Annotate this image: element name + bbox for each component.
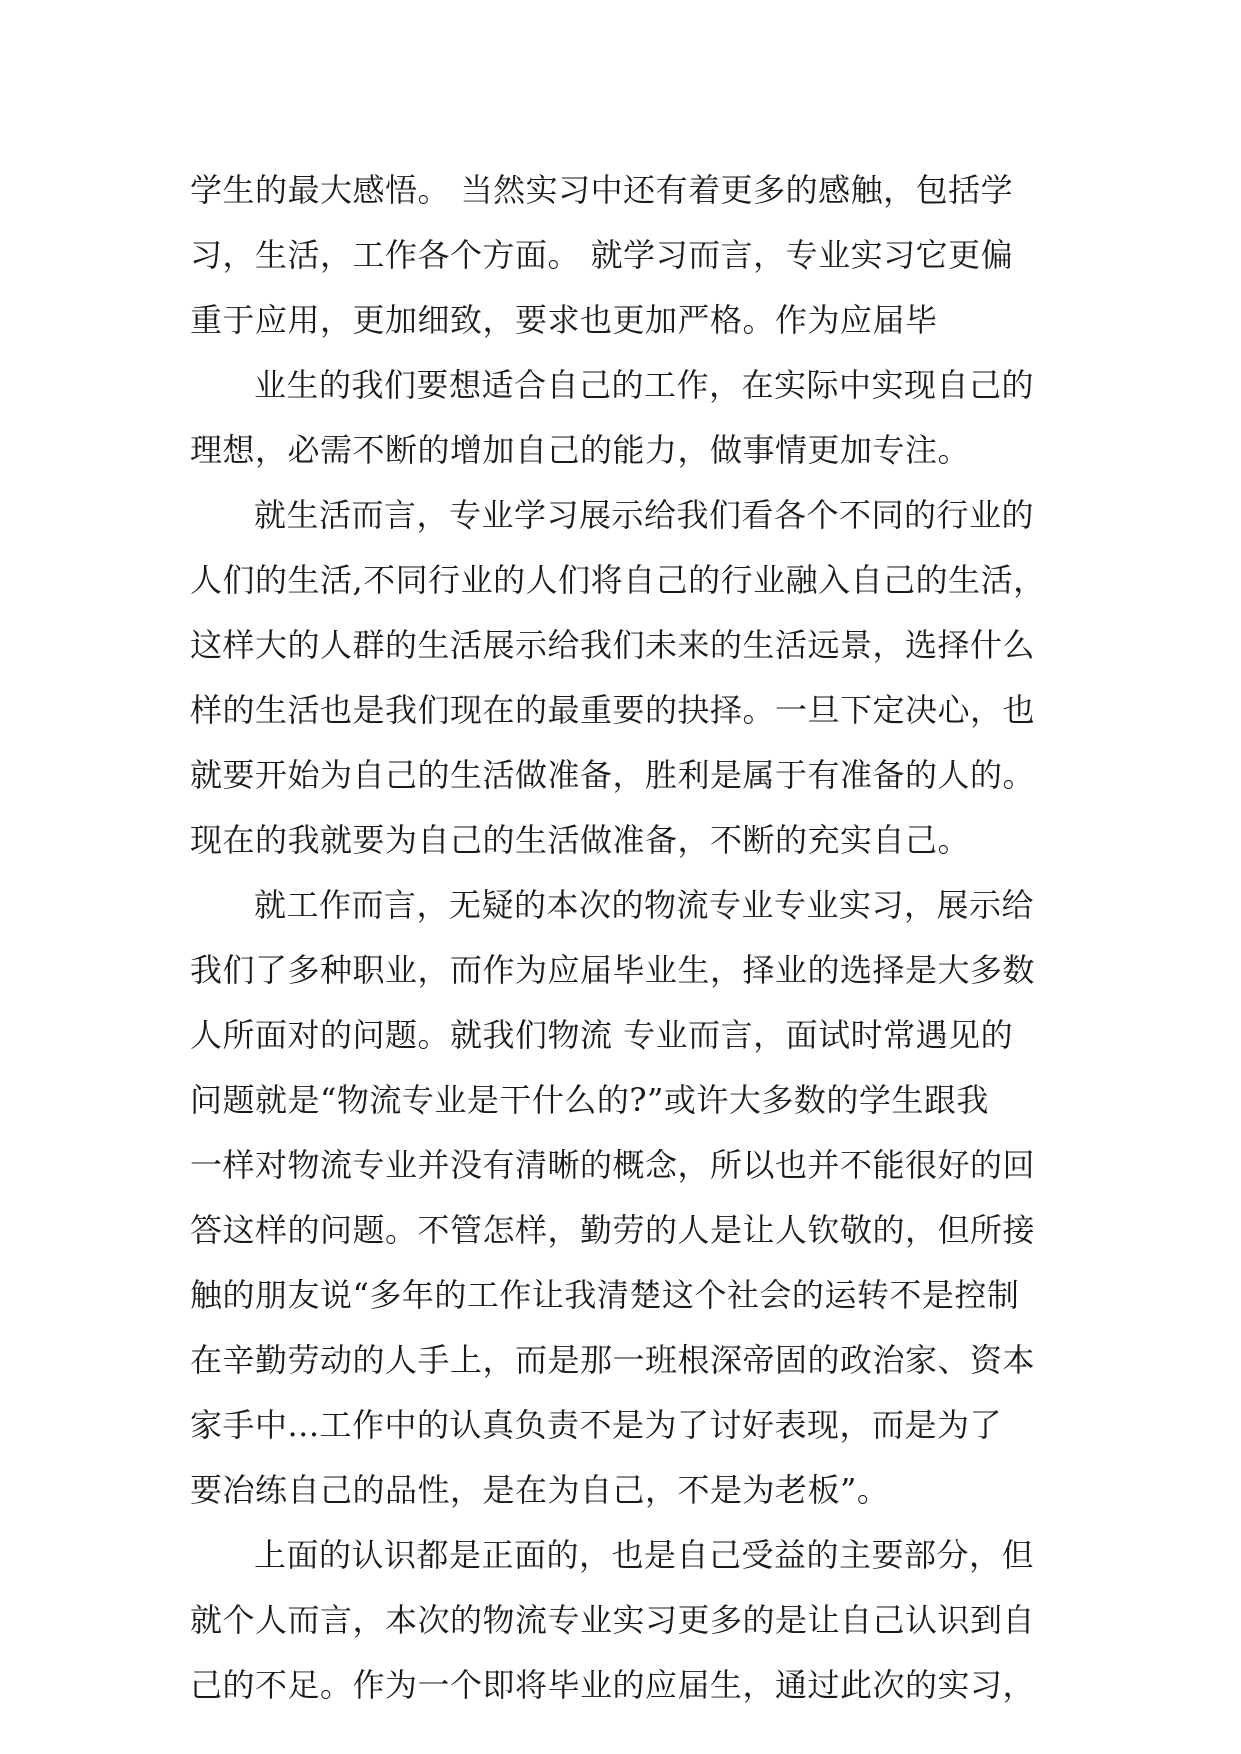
text-line: 就要开始为自己的生活做准备，胜利是属于有准备的人的。 [190,756,1036,794]
text-line: 我们了多种职业，而作为应届毕业生，择业的选择是大多数 [190,951,1036,989]
text-line: 己的不足。作为一个即将毕业的应届生，通过此次的实习， [190,1666,1036,1704]
text-line: 就个人而言，本次的物流专业实习更多的是让自己认识到自 [190,1601,1036,1639]
text-line: 人们的生活,不同行业的人们将自己的行业融入自己的生活， [190,561,1046,599]
text-line: 这样大的人群的生活展示给我们未来的生活远景，选择什么 [190,626,1036,664]
text-line: 要冶练自己的品性，是在为自己，不是为老板”。 [190,1471,890,1509]
text-line: 习，生活，工作各个方面。 就学习而言，专业实习它更偏 [190,236,1014,274]
text-line: 人所面对的问题。就我们物流 专业而言，面试时常遇见的 [190,1016,1014,1054]
text-line: 现在的我就要为自己的生活做准备，不断的充实自己。 [190,821,971,859]
text-line: 学生的最大感悟。 当然实习中还有着更多的感触，包括学 [190,171,1014,209]
text-line: 重于应用，更加细致，要求也更加严格。作为应届毕 [190,301,938,339]
text-line: 就生活而言，专业学习展示给我们看各个不同的行业的 [254,496,1035,534]
text-line: 一样对物流专业并没有清晰的概念，所以也并不能很好的回 [190,1146,1036,1184]
text-line: 问题就是“物流专业是干什么的?”或许大多数的学生跟我 [190,1081,989,1119]
text-line: 家手中...工作中的认真负责不是为了讨好表现，而是为了 [190,1406,1003,1444]
text-line: 就工作而言，无疑的本次的物流专业专业实习，展示给 [254,886,1035,924]
text-line: 触的朋友说“多年的工作让我清楚这个社会的运转不是控制 [190,1276,1020,1314]
text-line: 样的生活也是我们现在的最重要的抉择。一旦下定决心，也 [190,691,1036,729]
text-line: 答这样的问题。不管怎样，勤劳的人是让人钦敬的，但所接 [190,1211,1036,1249]
text-line: 业生的我们要想适合自己的工作，在实际中实现自己的 [254,366,1035,404]
body-text [190,158,1070,1718]
text-line: 在辛勤劳动的人手上，而是那一班根深帝固的政治家、资本 [190,1341,1036,1379]
text-line: 理想，必需不断的增加自己的能力，做事情更加专注。 [190,431,971,469]
text-line: 上面的认识都是正面的，也是自己受益的主要部分，但 [254,1536,1035,1574]
